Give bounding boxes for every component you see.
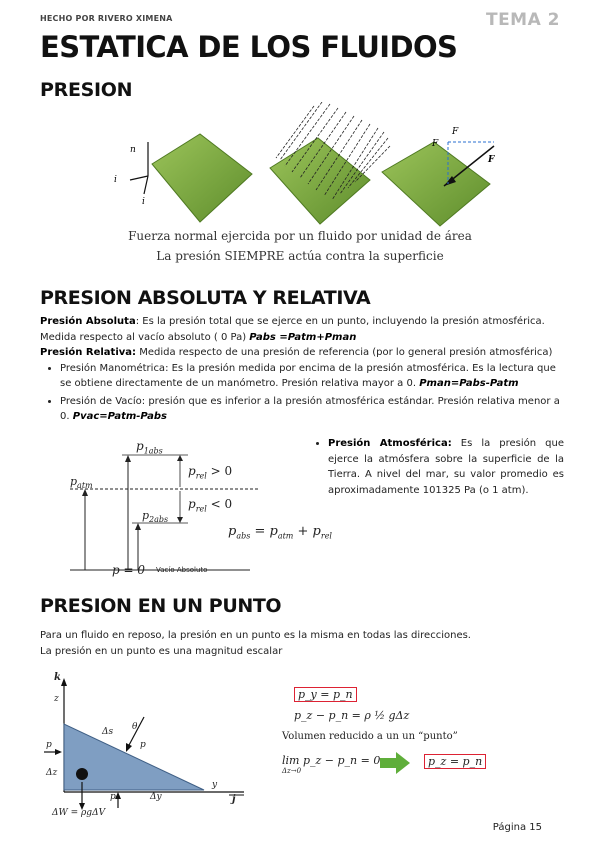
pressure-equation: $p_{abs} = p_{atm} + p_{rel}$ bbox=[228, 524, 332, 541]
section-heading-presion: PRESION bbox=[40, 79, 133, 101]
label-z: z bbox=[54, 694, 59, 704]
atm-term: Presión Atmosférica: bbox=[328, 438, 452, 449]
page-title: ESTATICA DE LOS FLUIDOS bbox=[40, 30, 458, 64]
label-theta: θ bbox=[132, 722, 138, 732]
bullet1-text: Presión Manométrica: Es la presión medida por encima de la presión atmosférica. Es la lectura que se obtiene directamente de un manómetro. Presión relativa mayor a 0. bbox=[60, 362, 556, 389]
list-item bbox=[60, 361, 565, 392]
plate-normal bbox=[152, 134, 252, 222]
label-k: k bbox=[54, 672, 61, 683]
rel-paragraph bbox=[40, 345, 565, 361]
label-prel-pos: $p_{rel} > 0$ bbox=[188, 464, 233, 481]
plate-pressure bbox=[270, 138, 370, 224]
page-number: Página 15 bbox=[492, 822, 542, 833]
label-pn: p bbox=[140, 740, 146, 750]
label-dy: Δy bbox=[150, 792, 162, 802]
bullet2-text: Presión de Vacío: presión que es inferior a la presión atmosférica estándar. Presión relativa menor a 0. bbox=[60, 395, 560, 422]
label-dw: ΔW = ρgΔV bbox=[52, 808, 106, 818]
eq-limit: lim p_z − p_n = 0 Δz→0 bbox=[282, 754, 381, 775]
pressure-types-list bbox=[40, 361, 565, 425]
label-y: y bbox=[212, 780, 218, 790]
figure-caption-2: La presión SIEMPRE actúa contra la superficie bbox=[156, 249, 444, 263]
label-p0: p = 0 bbox=[112, 563, 145, 577]
label-pz-left: p bbox=[46, 740, 52, 750]
list-item bbox=[60, 394, 565, 425]
arrow-right-icon bbox=[380, 752, 410, 774]
label-i1: i bbox=[114, 175, 117, 185]
fluid-wedge bbox=[64, 724, 204, 790]
author-credit: HECHO POR RIVERO XIMENA bbox=[40, 14, 173, 23]
label-p1abs: $p_{1abs}$ bbox=[136, 439, 163, 456]
label-f: F bbox=[488, 155, 495, 165]
eq-py-pn: p_y = p_n bbox=[294, 687, 357, 702]
label-ft: F bbox=[452, 127, 459, 137]
label-vacio: Vacío Absoluto bbox=[156, 566, 208, 574]
abs-paragraph bbox=[40, 314, 565, 345]
punto-line1: Para un fluido en reposo, la presión en un punto es la misma en todas las direcciones. bbox=[40, 630, 471, 641]
eq-volumen: Volumen reducido a un un “punto” bbox=[282, 731, 458, 742]
label-fn: F bbox=[432, 139, 439, 149]
atm-paragraph bbox=[310, 436, 564, 500]
eq-pz-pn: p_z − p_n = ρ ½ gΔz bbox=[294, 709, 410, 722]
label-j: j bbox=[232, 794, 236, 805]
label-prel-neg: $p_{rel} < 0$ bbox=[188, 497, 233, 514]
abs-formula: Pabs =Patm+Pman bbox=[249, 331, 357, 343]
wedge-diagram bbox=[44, 672, 274, 820]
rel-term: Presión Relativa: bbox=[40, 347, 137, 358]
absolute-relative-text bbox=[40, 314, 565, 427]
label-n: n bbox=[130, 145, 136, 155]
bullet2-formula: Pvac=Patm-Pabs bbox=[72, 411, 167, 422]
topic-label: TEMA 2 bbox=[485, 10, 560, 30]
punto-text bbox=[40, 628, 565, 659]
plate-force bbox=[382, 142, 490, 226]
rel-text: Medida respecto de una presión de referencia (por lo general presión atmosférica) bbox=[136, 347, 553, 358]
bullet1-formula: Pman=Pabs-Patm bbox=[419, 378, 519, 389]
abs-text: : Es la presión total que se ejerce en un punto, incluyendo la presión atmosférica. Medida respecto al vacío absoluto ( 0 Pa) bbox=[40, 316, 545, 343]
eq-pz-equals-pn: p_z = p_n bbox=[424, 754, 486, 769]
atm-text: Es la presión que ejerce la atmósfera sobre la superficie de la Tierra. A nivel del mar, su valor promedio es aproximadamente 101325 Pa (o 1 atm). bbox=[328, 438, 565, 496]
pressure-figure bbox=[100, 102, 500, 230]
abs-term: Presión Absoluta bbox=[40, 316, 136, 327]
pressure-levels-diagram bbox=[60, 437, 290, 579]
label-i2: i bbox=[142, 197, 145, 207]
label-pz-bottom: p bbox=[110, 792, 116, 802]
label-patm: $p_{atm}$ bbox=[70, 475, 93, 491]
figure-caption-1: Fuerza normal ejercida por un fluido por unidad de área bbox=[128, 229, 472, 243]
section-heading-absoluta: PRESION ABSOLUTA Y RELATIVA bbox=[40, 287, 371, 309]
label-p2abs: $p_{2abs}$ bbox=[142, 509, 169, 525]
label-dz: Δz bbox=[46, 768, 58, 778]
section-heading-punto: PRESION EN UN PUNTO bbox=[40, 595, 282, 617]
punto-line2: La presión en un punto es una magnitud escalar bbox=[40, 645, 283, 657]
list-item bbox=[328, 436, 564, 498]
label-ds: Δs bbox=[102, 727, 114, 737]
